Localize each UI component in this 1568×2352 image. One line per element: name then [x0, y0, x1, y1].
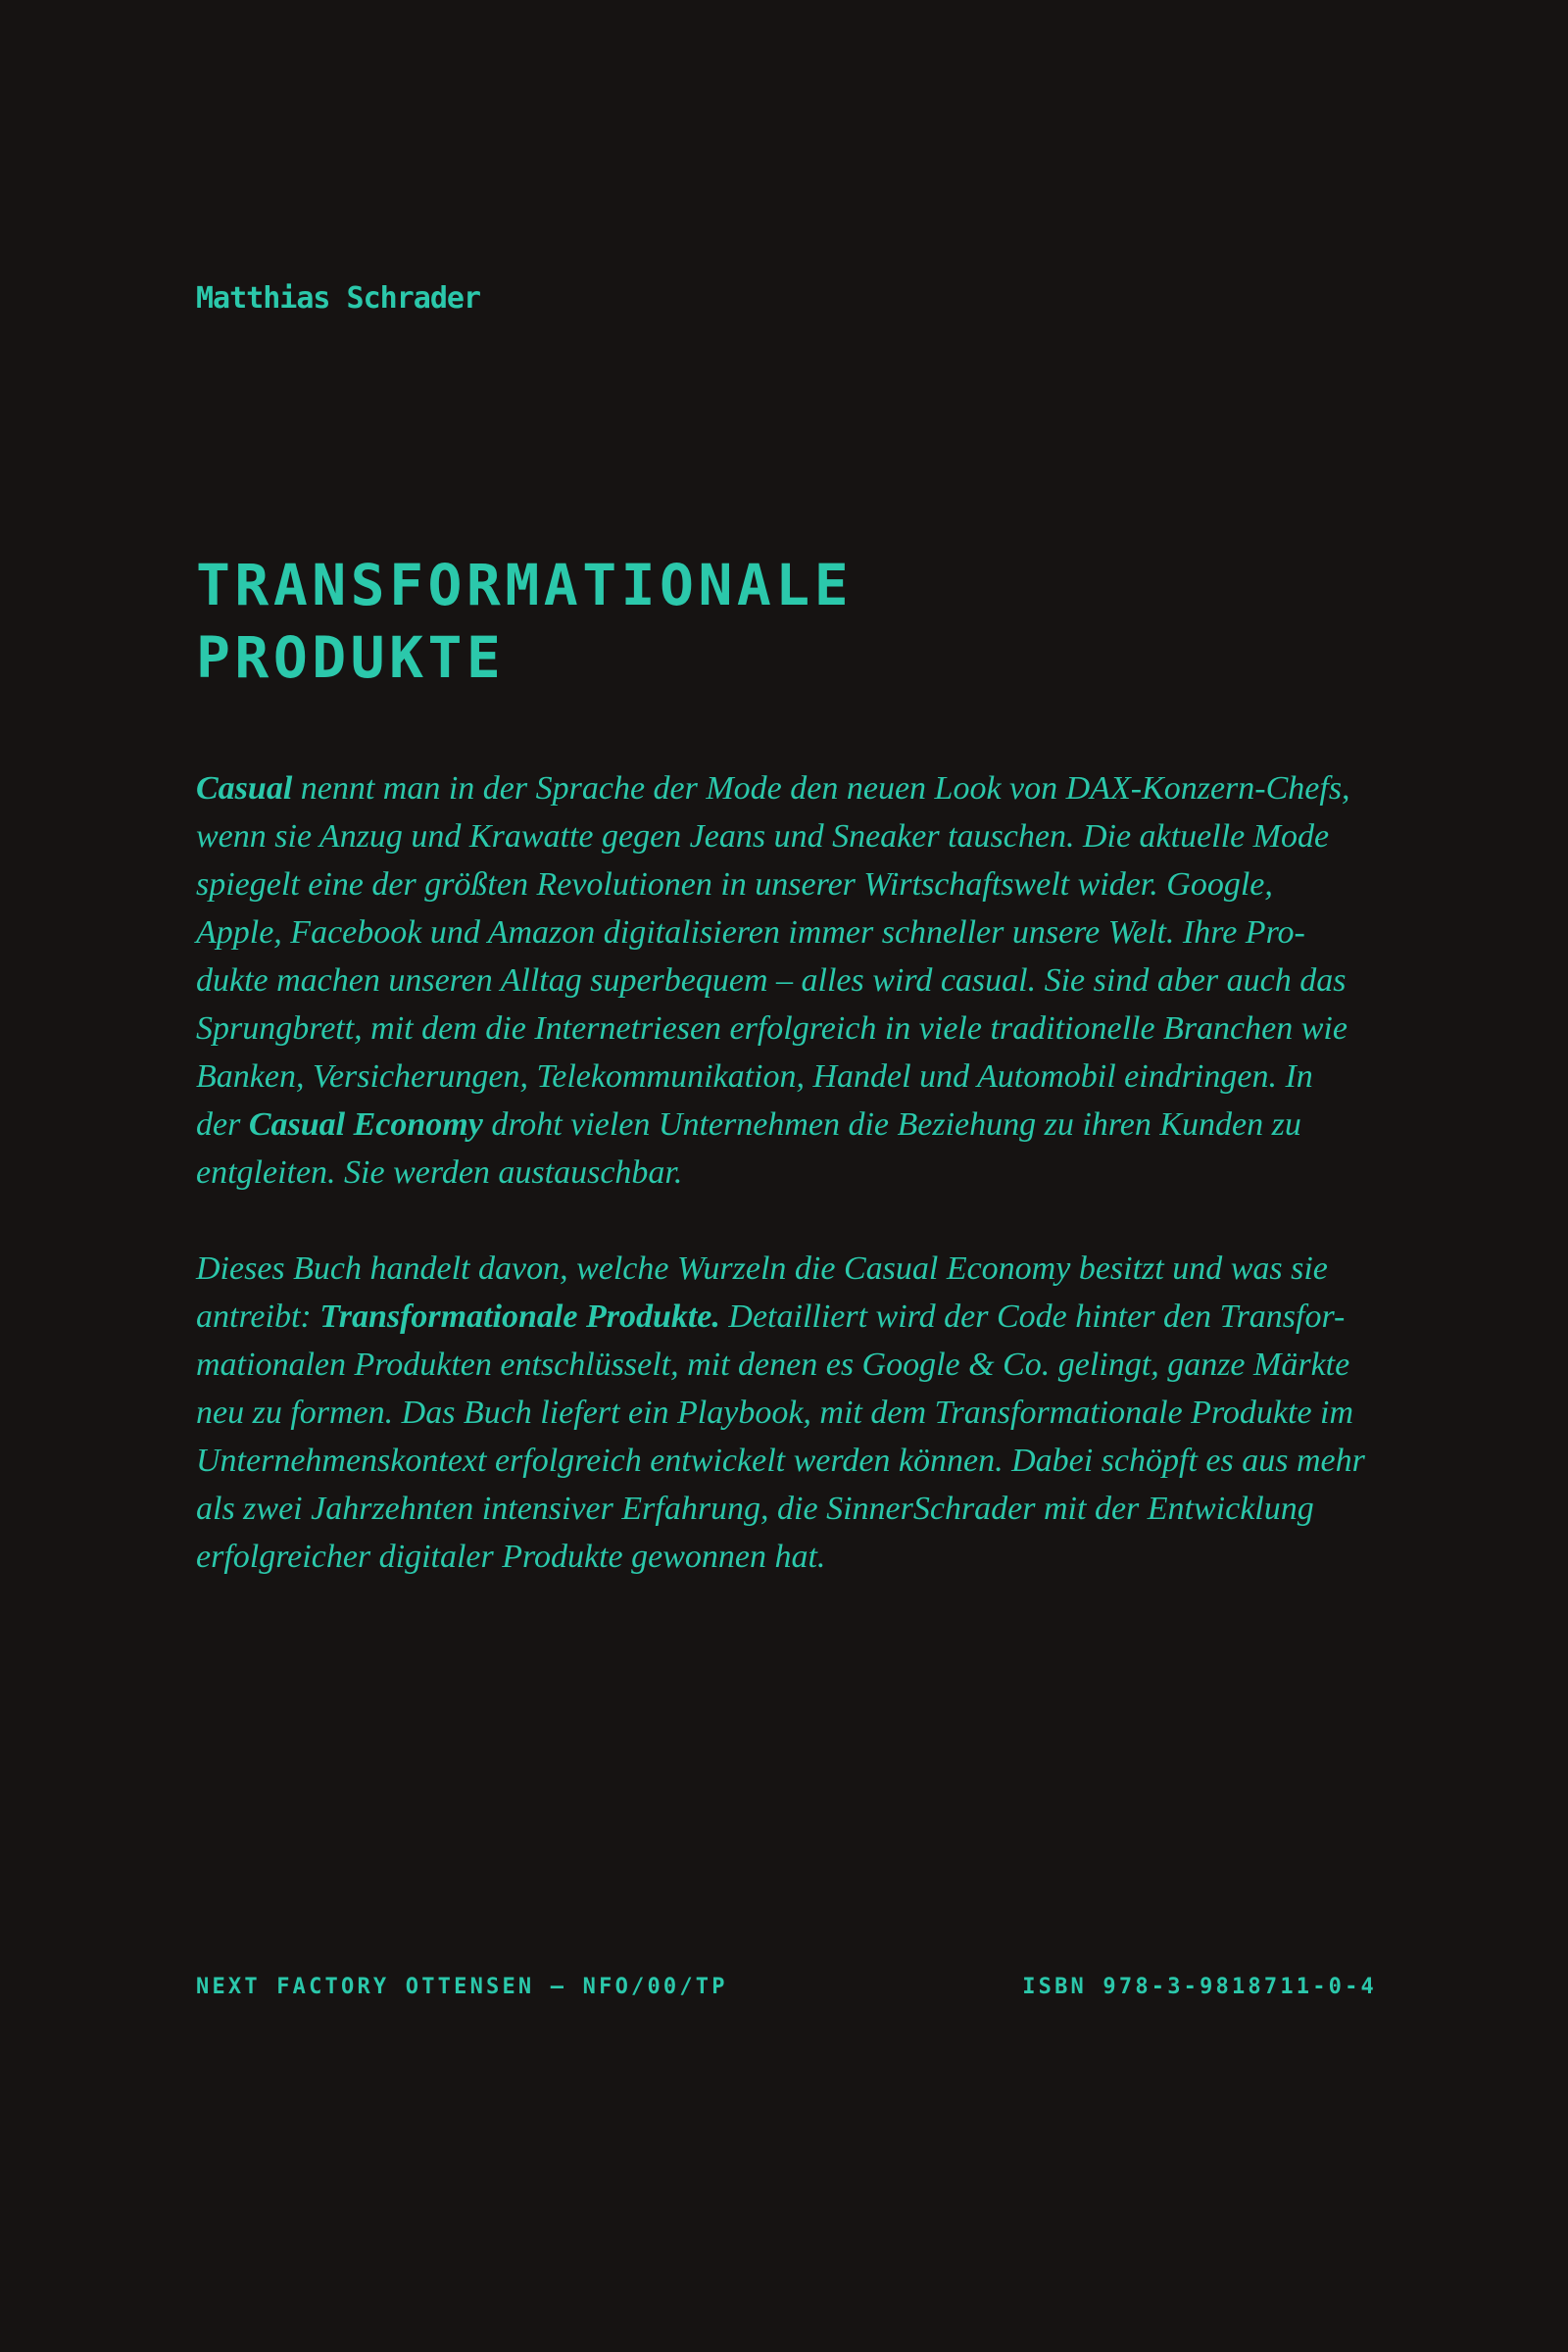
imprint-text: NEXT FACTORY OTTENSEN — NFO/00/TP [196, 1975, 728, 1999]
book-title [196, 549, 853, 694]
text-line: spiegelt eine der größten Revolutionen in unserer Wirtschaftswelt wider. Google, [196, 866, 1273, 903]
text-line: Dieses Buch handelt davon, welche Wurzeln die Casual Economy besitzt und was sie [196, 1250, 1328, 1287]
blurb-paragraph-2 [196, 1245, 1365, 1581]
book-title-line-1: TRANSFORMATIONALE [196, 552, 854, 618]
text-line: als zwei Jahrzehnten intensiver Erfahrung, die SinnerSchrader mit der Entwicklung [196, 1491, 1314, 1527]
text-line: Sprungbrett, mit dem die Internetriesen erfolgreich in viele traditionelle Branchen wie [196, 1010, 1348, 1047]
text-line: Unternehmenskontext erfolgreich entwickelt werden können. Dabei schöpft es aus mehr [196, 1443, 1365, 1479]
text-line: antreibt: Transformationale Produkte. Detailliert wird der Code hinter den Transfor- [196, 1298, 1346, 1335]
text-line: erfolgreicher digitaler Produkte gewonnen hat. [196, 1539, 826, 1575]
text-line: mationalen Produkten entschlüsselt, mit denen es Google & Co. gelingt, ganze Märkte [196, 1347, 1350, 1383]
text-line: entgleiten. Sie werden austauschbar. [196, 1154, 683, 1191]
text-line: der Casual Economy droht vielen Unternehmen die Beziehung zu ihren Kunden zu [196, 1106, 1301, 1143]
imprint-bar [196, 1974, 1377, 2001]
text-line: dukte machen unseren Alltag superbequem – alles wird casual. Sie sind aber auch das [196, 962, 1347, 999]
blurb-paragraph-1 [196, 764, 1350, 1197]
text-line: wenn sie Anzug und Krawatte gegen Jeans und Sneaker tauschen. Die aktuelle Mode [196, 818, 1330, 855]
book-title-line-2: PRODUKTE [196, 624, 506, 691]
text-line: Casual nennt man in der Sprache der Mode den neuen Look von DAX-Konzern-Chefs, [196, 770, 1350, 807]
author-name: Matthias Schrader [196, 281, 481, 316]
text-line: Apple, Facebook und Amazon digitalisieren immer schneller unsere Welt. Ihre Pro- [196, 914, 1305, 951]
text-line: Banken, Versicherungen, Telekommunikation, Handel und Automobil eindringen. In [196, 1058, 1313, 1095]
text-line: neu zu formen. Das Buch liefert ein Playbook, mit dem Transformationale Produkte im [196, 1395, 1354, 1431]
isbn-text: ISBN 978-3-9818711-0-4 [1022, 1975, 1377, 1999]
